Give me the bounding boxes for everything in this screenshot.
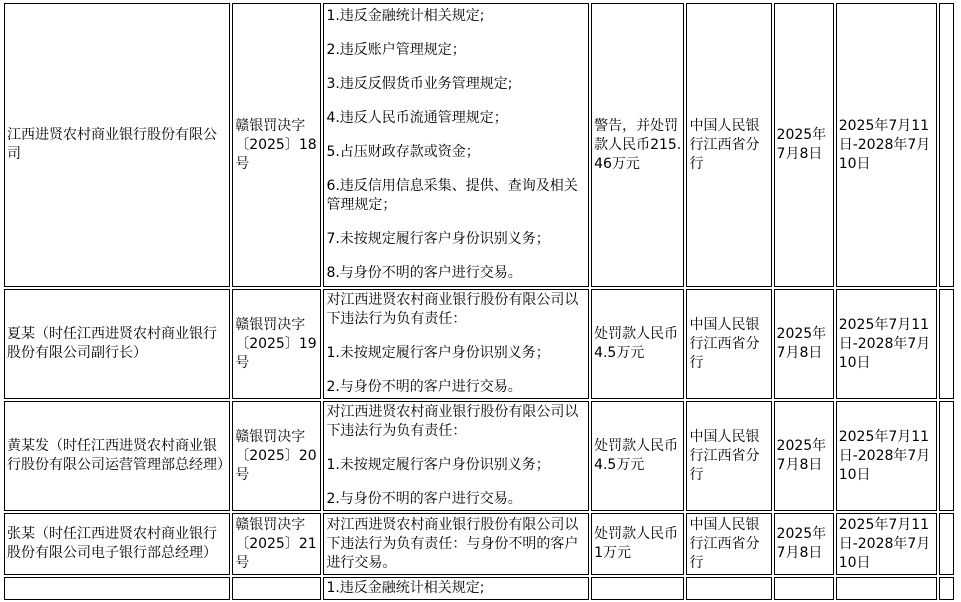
table-row [4,401,954,511]
document-number-cell: 赣银罚决字〔2025〕20号 [232,401,321,511]
penalty-cell: 处罚款人民币1万元 [591,513,684,575]
violation-item: 1.未按规定履行客户身份识别义务； [326,345,550,361]
trailing-empty-cell [939,577,954,600]
table-row [4,577,954,600]
document-number-cell: 赣银罚决字〔2025〕21号 [232,513,321,575]
violation-item: 2.与身份不明的客户进行交易。 [326,379,522,395]
penalty-cell: 警告，并处罚款人民币215.46万元 [591,3,684,287]
violation-item: 1.未按规定履行客户身份识别义务； [326,457,550,473]
trailing-empty-cell [939,513,954,575]
party-cell: 黄某发（时任江西进贤农村商业银行股份有限公司运营管理部总经理） [4,401,230,511]
violation-item: 1.违反金融统计相关规定; [326,580,485,596]
authority-cell: 中国人民银行江西省分行 [686,401,771,511]
publicity-period-cell: 2025年7月11日-2028年7月10日 [836,513,938,575]
decision-date-cell [774,577,834,600]
party-cell: 夏某（时任江西进贤农村商业银行股份有限公司副行长） [4,289,230,399]
table-row [4,289,954,399]
violation-lead-text: 对江西进贤农村商业银行股份有限公司以下违法行为负有责任：与身份不明的客户进行交易。 [326,516,579,571]
penalty-cell: 处罚款人民币4.5万元 [591,401,684,511]
violations-cell [323,3,589,287]
party-cell: 江西进贤农村商业银行股份有限公司 [4,3,230,287]
decision-date-cell: 2025年7月8日 [774,401,834,511]
trailing-empty-cell [939,289,954,399]
authority-cell: 中国人民银行江西省分行 [686,513,771,575]
table-row [4,513,954,575]
decision-date-cell: 2025年7月8日 [774,513,834,575]
document-number-cell [232,577,321,600]
authority-cell: 中国人民银行江西省分行 [686,289,771,399]
publicity-period-cell [836,577,938,600]
trailing-empty-cell [939,401,954,511]
penalty-table [2,1,956,602]
violation-item: 5.占压财政存款或资金； [326,144,480,160]
violation-item: 2.违反账户管理规定； [326,42,466,58]
table-body [4,3,954,600]
violations-cell [323,289,589,399]
penalty-cell [591,577,684,600]
publicity-period-cell: 2025年7月11日-2028年7月10日 [836,289,938,399]
authority-cell: 中国人民银行江西省分行 [686,3,771,287]
violation-lead-text: 对江西进贤农村商业银行股份有限公司以下违法行为负有责任： [326,404,579,439]
violation-lead-text: 对江西进贤农村商业银行股份有限公司以下违法行为负有责任： [326,292,579,327]
decision-date-cell: 2025年7月8日 [774,289,834,399]
violation-item: 8.与身份不明的客户进行交易。 [326,265,522,281]
penalty-cell: 处罚款人民币4.5万元 [591,289,684,399]
violation-item: 6.违反信用信息采集、提供、查询及相关管理规定； [326,178,578,213]
violation-item: 7.未按规定履行客户身份识别义务； [326,231,550,247]
violation-item: 3.违反反假货币业务管理规定; [326,76,513,92]
violation-item: 1.违反金融统计相关规定; [326,8,485,24]
authority-cell [686,577,771,600]
publicity-period-cell: 2025年7月11日-2028年7月10日 [836,401,938,511]
party-cell [4,577,230,600]
document-number-cell: 赣银罚决字〔2025〕19号 [232,289,321,399]
violations-cell [323,513,589,575]
table-row [4,3,954,287]
violation-item: 4.违反人民币流通管理规定； [326,110,508,126]
violation-item: 2.与身份不明的客户进行交易。 [326,491,522,507]
publicity-period-cell: 2025年7月11日-2028年7月10日 [836,3,938,287]
violations-cell [323,401,589,511]
document-number-cell: 赣银罚决字〔2025〕18号 [232,3,321,287]
trailing-empty-cell [939,3,954,287]
violations-cell [323,577,589,600]
decision-date-cell: 2025年7月8日 [774,3,834,287]
party-cell: 张某（时任江西进贤农村商业银行股份有限公司电子银行部总经理） [4,513,230,575]
